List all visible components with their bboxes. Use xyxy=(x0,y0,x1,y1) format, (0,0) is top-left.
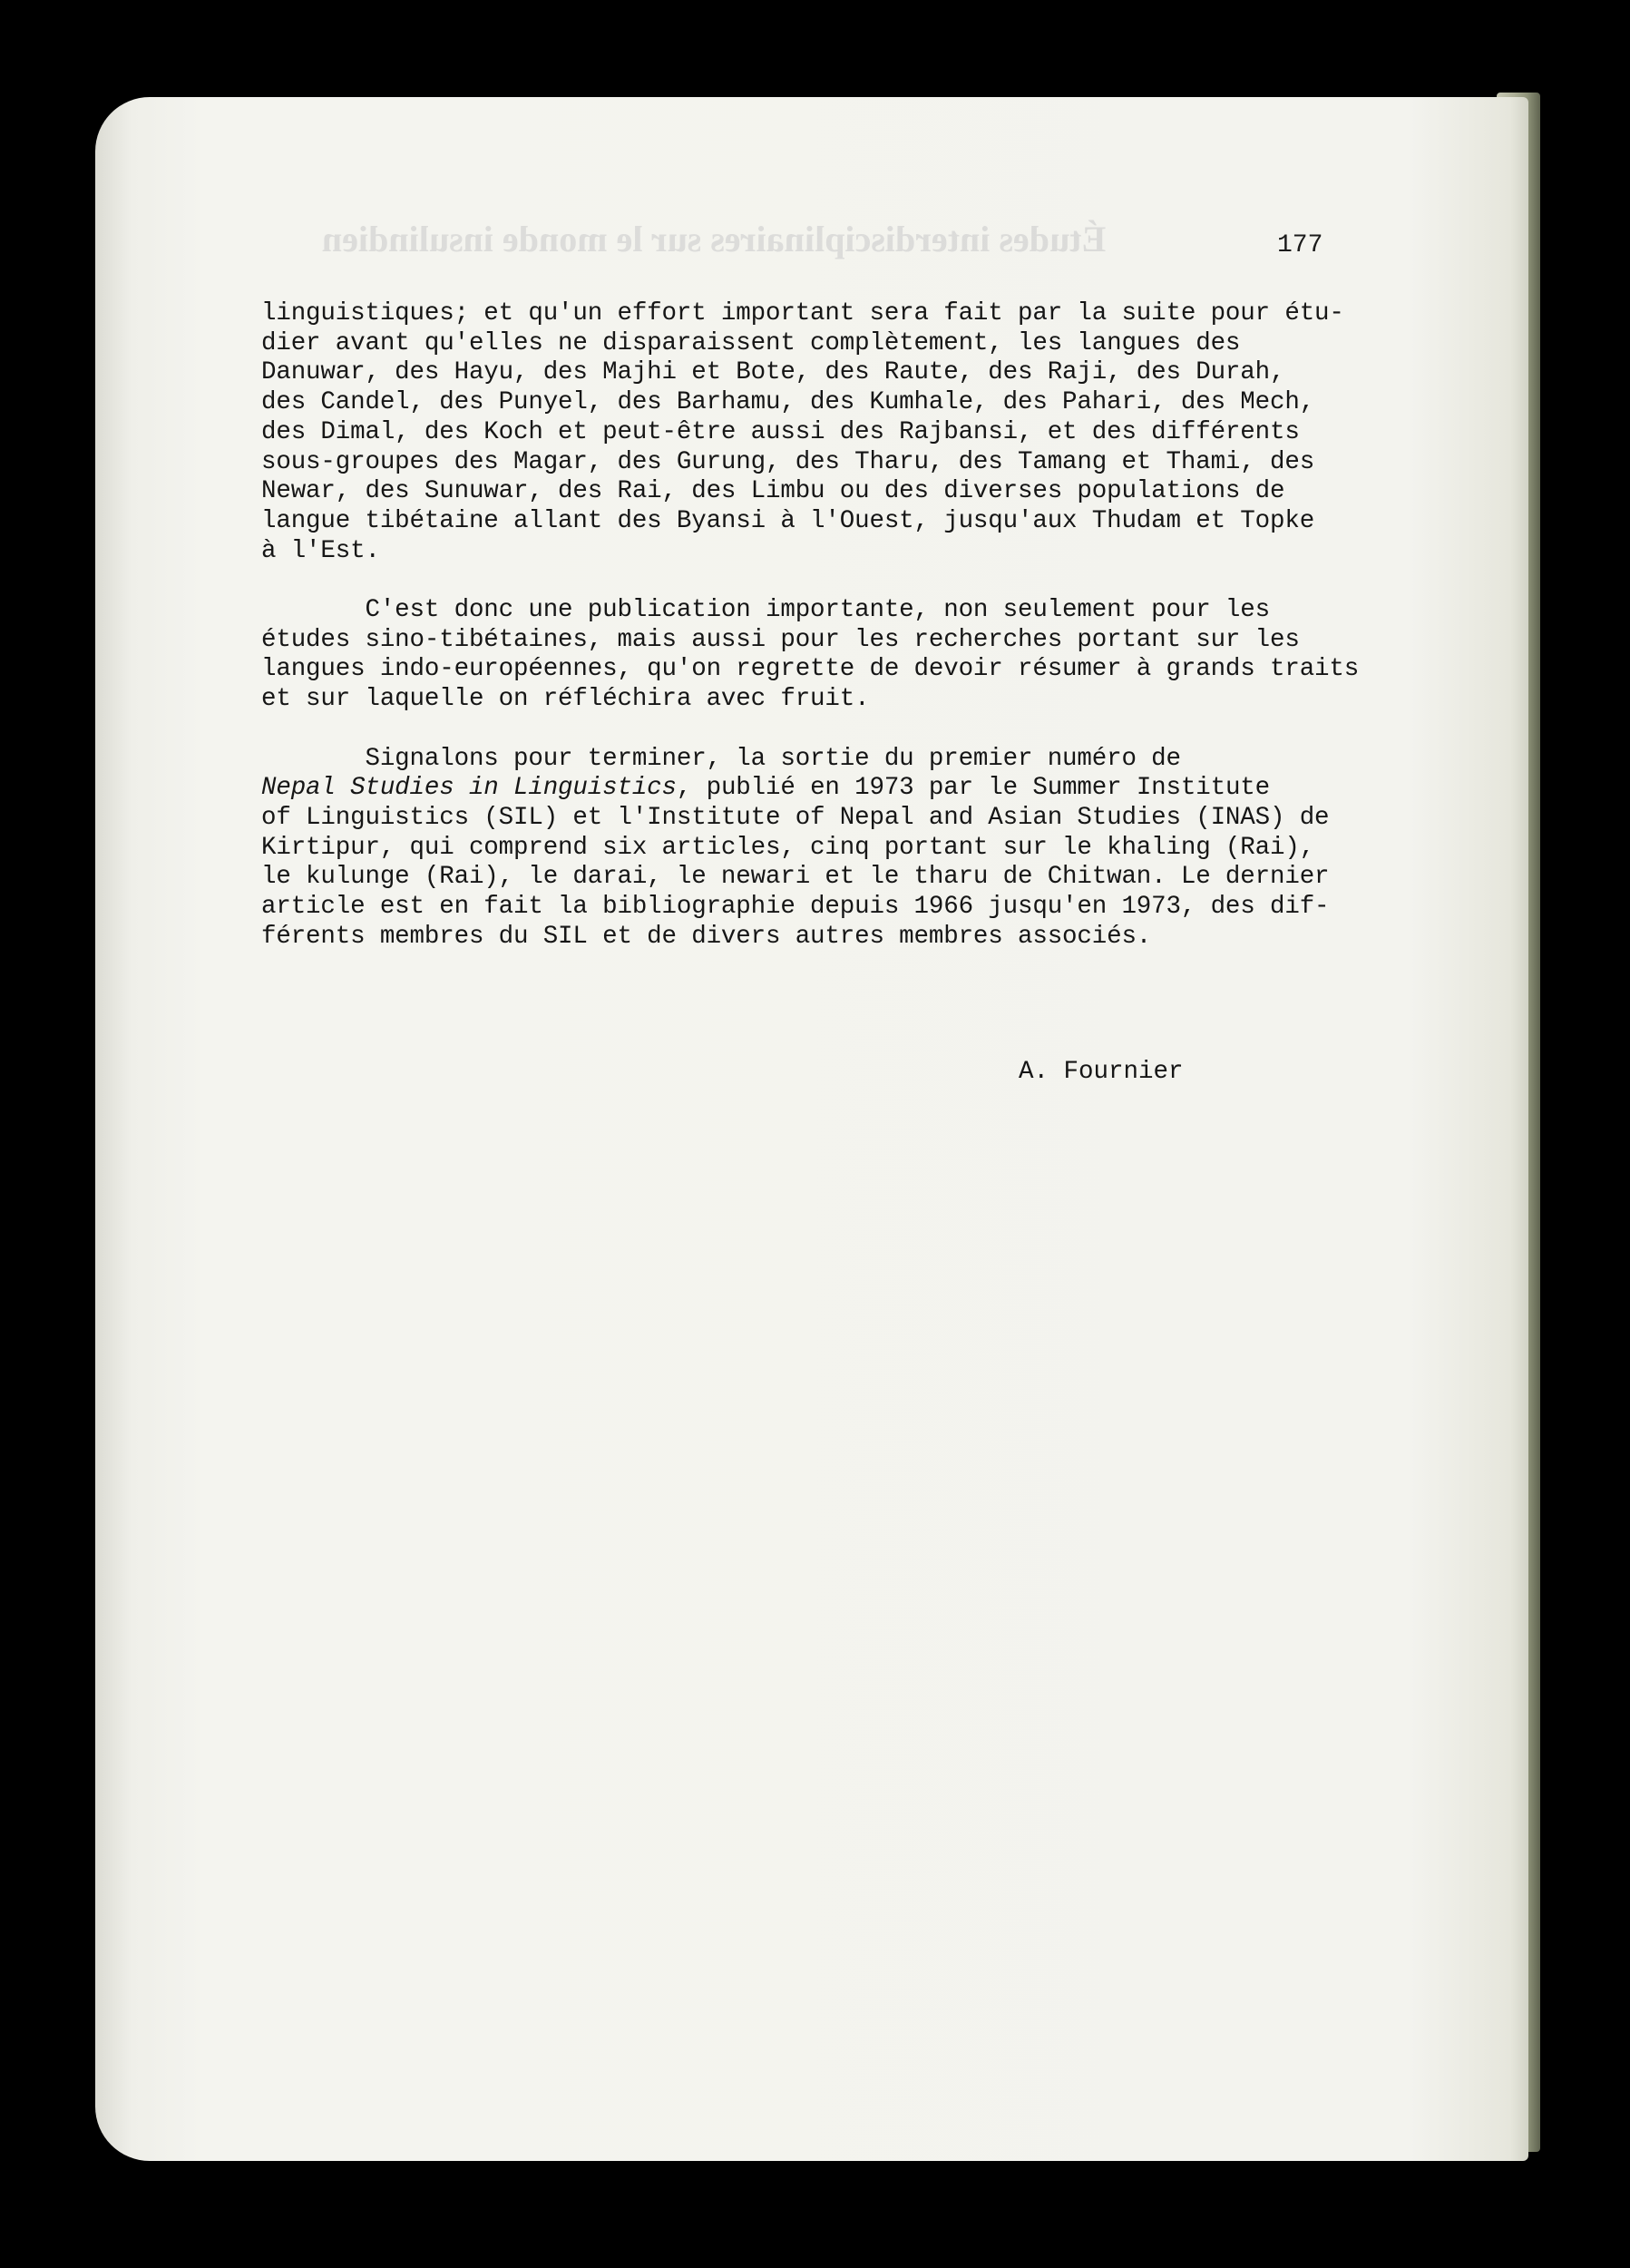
journal-title-suffix: , publié en 1973 par le Summer Institute xyxy=(676,774,1270,803)
paragraph-2 xyxy=(261,596,1386,715)
text-line: férents membres du SIL et de divers autres membres associés. xyxy=(261,922,1152,951)
text-line: Signalons pour terminer, la sortie du premier numéro de xyxy=(261,744,1181,773)
text-line xyxy=(261,774,1386,804)
text-line: Danuwar, des Hayu, des Majhi et Bote, des Raute, des Raji, des Durah, xyxy=(261,358,1285,387)
page-number: 177 xyxy=(1277,231,1323,259)
text-line: C'est donc une publication importante, non seulement pour les xyxy=(261,596,1270,625)
text-line: à l'Est. xyxy=(261,536,380,565)
text-line: langue tibétaine allant des Byansi à l'Ouest, jusqu'aux Thudam et Topke xyxy=(261,506,1315,535)
text-line: et sur laquelle on réfléchira avec fruit. xyxy=(261,685,870,714)
author-signature: A. Fournier xyxy=(1019,1058,1184,1086)
text-line: of Linguistics (SIL) et l'Institute of Nepal and Asian Studies (INAS) de xyxy=(261,803,1330,832)
text-line: des Candel, des Punyel, des Barhamu, des Kumhale, des Pahari, des Mech, xyxy=(261,388,1315,417)
show-through-heading: Études interdisciplinaires sur le monde insulindien xyxy=(322,219,1107,259)
text-line: Kirtipur, qui comprend six articles, cinq portant sur le khaling (Rai), xyxy=(261,833,1315,862)
text-line: sous-groupes des Magar, des Gurung, des Tharu, des Tamang et Thami, des xyxy=(261,447,1315,476)
text-line: linguistiques; et qu'un effort important sera fait par la suite pour étu- xyxy=(261,299,1344,327)
text-line: le kulunge (Rai), le darai, le newari et le tharu de Chitwan. Le dernier xyxy=(261,863,1330,892)
text-line: études sino-tibétaines, mais aussi pour les recherches portant sur les xyxy=(261,625,1300,654)
text-line: langues indo-européennes, qu'on regrette de devoir résumer à grands traits xyxy=(261,655,1360,684)
text-line: dier avant qu'elles ne disparaissent complètement, les langues des xyxy=(261,328,1241,357)
text-line: article est en fait la bibliographie depuis 1966 jusqu'en 1973, des dif- xyxy=(261,893,1330,922)
journal-title: Nepal Studies in Linguistics xyxy=(261,774,677,803)
text-line: Newar, des Sunuwar, des Rai, des Limbu ou des diverses populations de xyxy=(261,477,1285,506)
paragraph-1 xyxy=(261,299,1386,566)
text-line: des Dimal, des Koch et peut-être aussi des Rajbansi, et des différents xyxy=(261,417,1300,446)
body-text xyxy=(261,299,1386,952)
paragraph-3 xyxy=(261,745,1386,953)
